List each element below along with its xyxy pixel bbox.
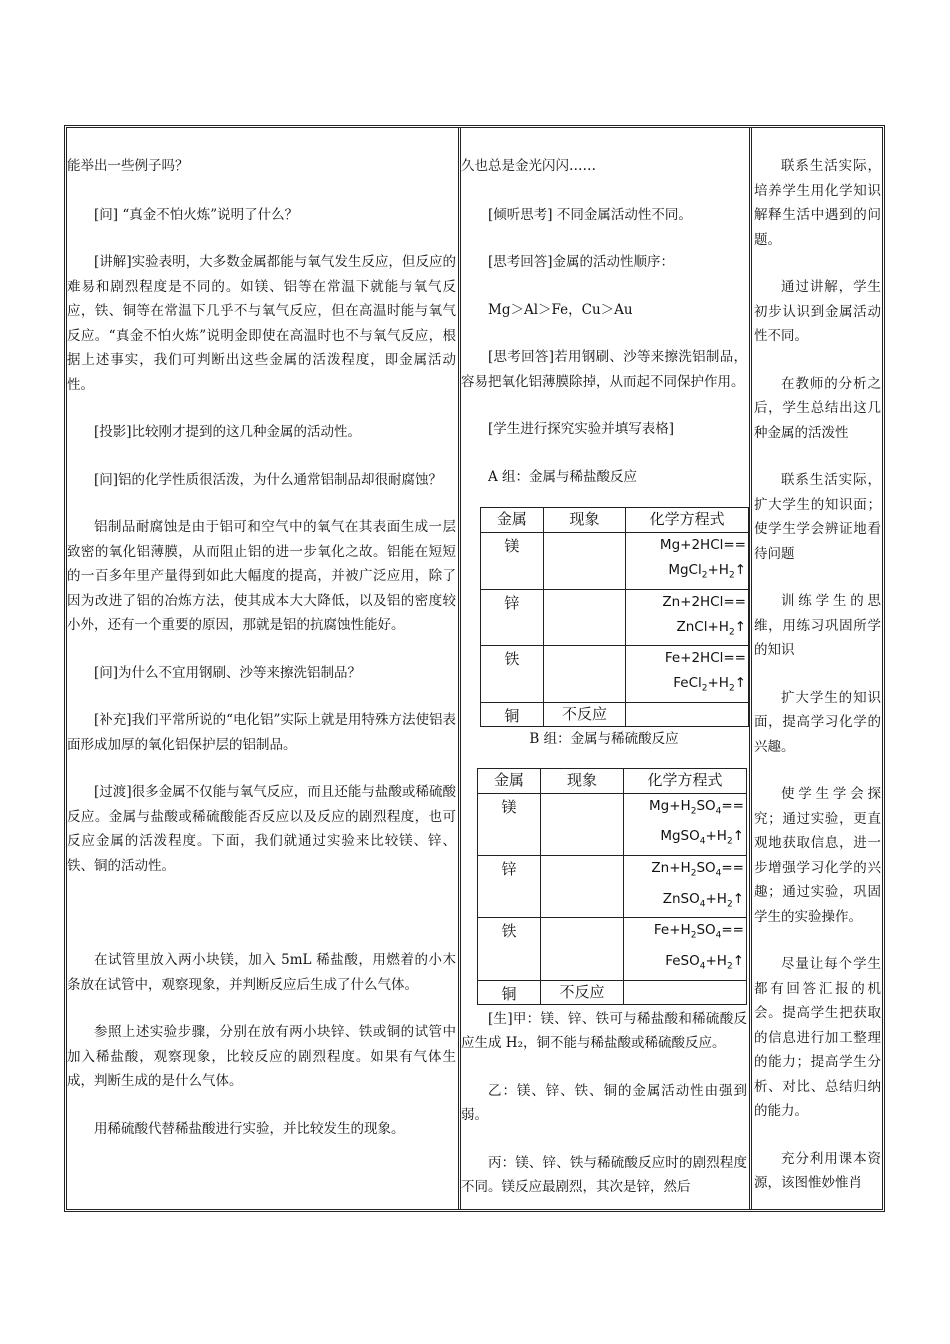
paragraph: 在试管里放入两小块镁，加入 5mL 稀盐酸，用燃着的小木条放在试管中，观察现象，并判断反应后生成了什么气体。 <box>67 952 456 993</box>
table-row <box>478 918 747 980</box>
paragraph: [问]为什么不宜用钢刷、沙等来擦洗铝制品？ <box>94 664 362 681</box>
paragraph: 充分利用课本资源，该图惟妙惟肖 <box>754 1150 881 1191</box>
phenomenon-cell <box>541 855 624 917</box>
metal-cell: 锌 <box>481 589 544 646</box>
header-metal: 金属 <box>481 508 544 533</box>
phenomenon-cell: 不反应 <box>543 703 626 727</box>
equation-cell <box>624 980 747 1004</box>
equation-cell: $Zn+H_2SO_4==$ $ZnSO_4+H_2↑$ <box>624 855 747 917</box>
paragraph: [学生进行探究实验并填写表格] <box>488 421 675 437</box>
metal-cell: 铜 <box>481 703 544 727</box>
table-row <box>481 589 749 646</box>
lesson-plan-table <box>64 125 885 1212</box>
paragraph: [思考回答]金属的活动性顺序： <box>488 254 675 270</box>
equation-cell: $Mg+H_2SO_4==$ $MgSO_4+H_2↑$ <box>624 793 747 855</box>
paragraph: [倾听思考] 不同金属活动性不同。 <box>488 206 692 223</box>
equation-cell: Mg+2HCl== $MgCl_2+H_2↑$ <box>626 533 749 590</box>
table-row <box>481 703 749 727</box>
metal-cell: 锌 <box>478 855 541 917</box>
table-row <box>478 793 747 855</box>
paragraph: [生]甲：镁、锌、铁可与稀盐酸和稀硫酸反应生成 H₂，铜不能与稀盐酸或稀硫酸反应。 <box>461 1010 747 1052</box>
table-row <box>481 533 749 590</box>
table-row <box>481 646 749 703</box>
equation-cell: Zn+2HCl== $ZnCl+H_2↑$ <box>626 589 749 646</box>
paragraph: Mg＞Al＞Fe，Cu＞Au <box>488 301 633 318</box>
phenomenon-cell <box>543 589 626 646</box>
group-b-caption: B 组：金属与稀硫酸反应 <box>529 731 679 748</box>
paragraph: [投影]比较刚才提到的这几种金属的活动性。 <box>94 424 362 440</box>
paragraph: [补充]我们平常所说的“电化铝”实际上就是用特殊方法使铝表面形成加厚的氧化铝保护层的铝制品。 <box>67 712 456 753</box>
table-h2so4 <box>477 768 747 1005</box>
metal-cell: 铁 <box>478 918 541 980</box>
header-metal: 金属 <box>478 768 541 793</box>
header-equation: 化学方程式 <box>624 768 747 793</box>
paragraph: [思考回答]若用钢刷、沙等来擦洗铝制品，容易把氧化铝薄膜除掉，从而起不同保护作用。 <box>461 349 747 390</box>
paragraph: 通过讲解，学生初步认识到金属活动性不同。 <box>754 279 881 344</box>
phenomenon-cell <box>543 646 626 703</box>
phenomenon-cell <box>541 793 624 855</box>
header-phenomenon: 现象 <box>543 508 626 533</box>
paragraph: 能举出一些例子吗？ <box>67 158 189 174</box>
equation-cell: $Fe+H_2SO_4==$ $FeSO_4+H_2↑$ <box>624 918 747 980</box>
header-equation: 化学方程式 <box>626 508 749 533</box>
paragraph: 联系生活实际，培养学生用化学知识解释生活中遇到的问题。 <box>754 158 881 248</box>
group-a-caption: A 组：金属与稀盐酸反应 <box>488 468 638 485</box>
paragraph: [过渡]很多金属不仅能与氧气反应，而且还能与盐酸或稀硫酸反应。金属与盐酸或稀硫酸能否反应以及反应的剧烈程度，也可反应金属的活泼程度。下面，我们就通过实验来比较镁、锌、铁、铜的活动性。 <box>67 784 456 874</box>
design-intent-column <box>752 128 882 1209</box>
header-phenomenon: 现象 <box>541 768 624 793</box>
table-row <box>478 980 747 1004</box>
paragraph: 参照上述实验步骤，分别在放有两小块锌、铁或铜的试管中加入稀盐酸，观察现象，比较反应的剧烈程度。如果有气体生成，判断生成的是什么气体。 <box>67 1024 456 1089</box>
paragraph: 用稀硫酸代替稀盐酸进行实验，并比较发生的现象。 <box>94 1120 405 1137</box>
paragraph: 久也总是金光闪闪…… <box>461 158 596 174</box>
paragraph: 乙：镁、锌、铁、铜的金属活动性由强到弱。 <box>461 1082 747 1124</box>
paragraph: 使学生学会探究；通过实验，更直观地获取信息，进一步增强学习化学的兴趣；通过实验，巩固学生的实验操作。 <box>754 786 881 925</box>
table-hcl <box>480 507 749 727</box>
paragraph: 铝制品耐腐蚀是由于铝可和空气中的氧气在其表面生成一层致密的氧化铝薄膜，从而阻止铝的进一步氧化之故。铝能在短短的一百多年里产量得到如此大幅度的提高，并被广泛应用，除了因为改进了铝的冶炼方法，使其成本大大降低，以及铝的密度较小外，还有一个重要的原因，那就是铝的抗腐蚀性能好。 <box>67 519 456 633</box>
equation-cell: Fe+2HCl== $FeCl_2+H_2↑$ <box>626 646 749 703</box>
paragraph: 训练学生的思维，用练习巩固所学的知识 <box>754 593 881 658</box>
metal-cell: 铁 <box>481 646 544 703</box>
paragraph: 联系生活实际，扩大学生的知识面；使学生学会辨证地看待问题 <box>754 472 881 562</box>
metal-cell: 镁 <box>481 533 544 590</box>
metal-cell: 铜 <box>478 980 541 1004</box>
paragraph: 扩大学生的知识面，提高学习化学的兴趣。 <box>754 689 881 755</box>
table-row <box>478 855 747 917</box>
student-activity-column <box>461 128 752 1209</box>
paragraph: 丙：镁、锌、铁与稀硫酸反应时的剧烈程度不同。镁反应最剧烈，其次是锌，然后 <box>461 1154 747 1196</box>
paragraph: [问] “真金不怕火炼”说明了什么？ <box>94 206 299 223</box>
paragraph: [问]铝的化学性质很活泼，为什么通常铝制品却很耐腐蚀？ <box>94 471 443 488</box>
metal-cell: 镁 <box>478 793 541 855</box>
equation-cell <box>626 703 749 727</box>
phenomenon-cell <box>543 533 626 590</box>
teacher-activity-column <box>67 128 461 1209</box>
paragraph: 在教师的分析之后，学生总结出这几种金属的活泼性 <box>754 375 881 441</box>
phenomenon-cell <box>541 918 624 980</box>
paragraph: [讲解]实验表明，大多数金属都能与氧气发生反应，但反应的难易和剧烈程度是不同的。如镁、铝等在常温下就能与氧气反应，铁、铜等在常温下几乎不与氧气反应，但在高温时能与氧气反应。“真金不怕火炼”说明金即使在高温时也不与氧气反应，根据上述事实，我们可判断出这些金属的活泼程度，即金属活动性。 <box>67 254 456 393</box>
phenomenon-cell: 不反应 <box>541 980 624 1004</box>
paragraph: 尽量让每个学生都有回答汇报的机会。提高学生把获取的信息进行加工整理的能力；提高学生分析、对比、总结归纳的能力。 <box>754 956 881 1119</box>
